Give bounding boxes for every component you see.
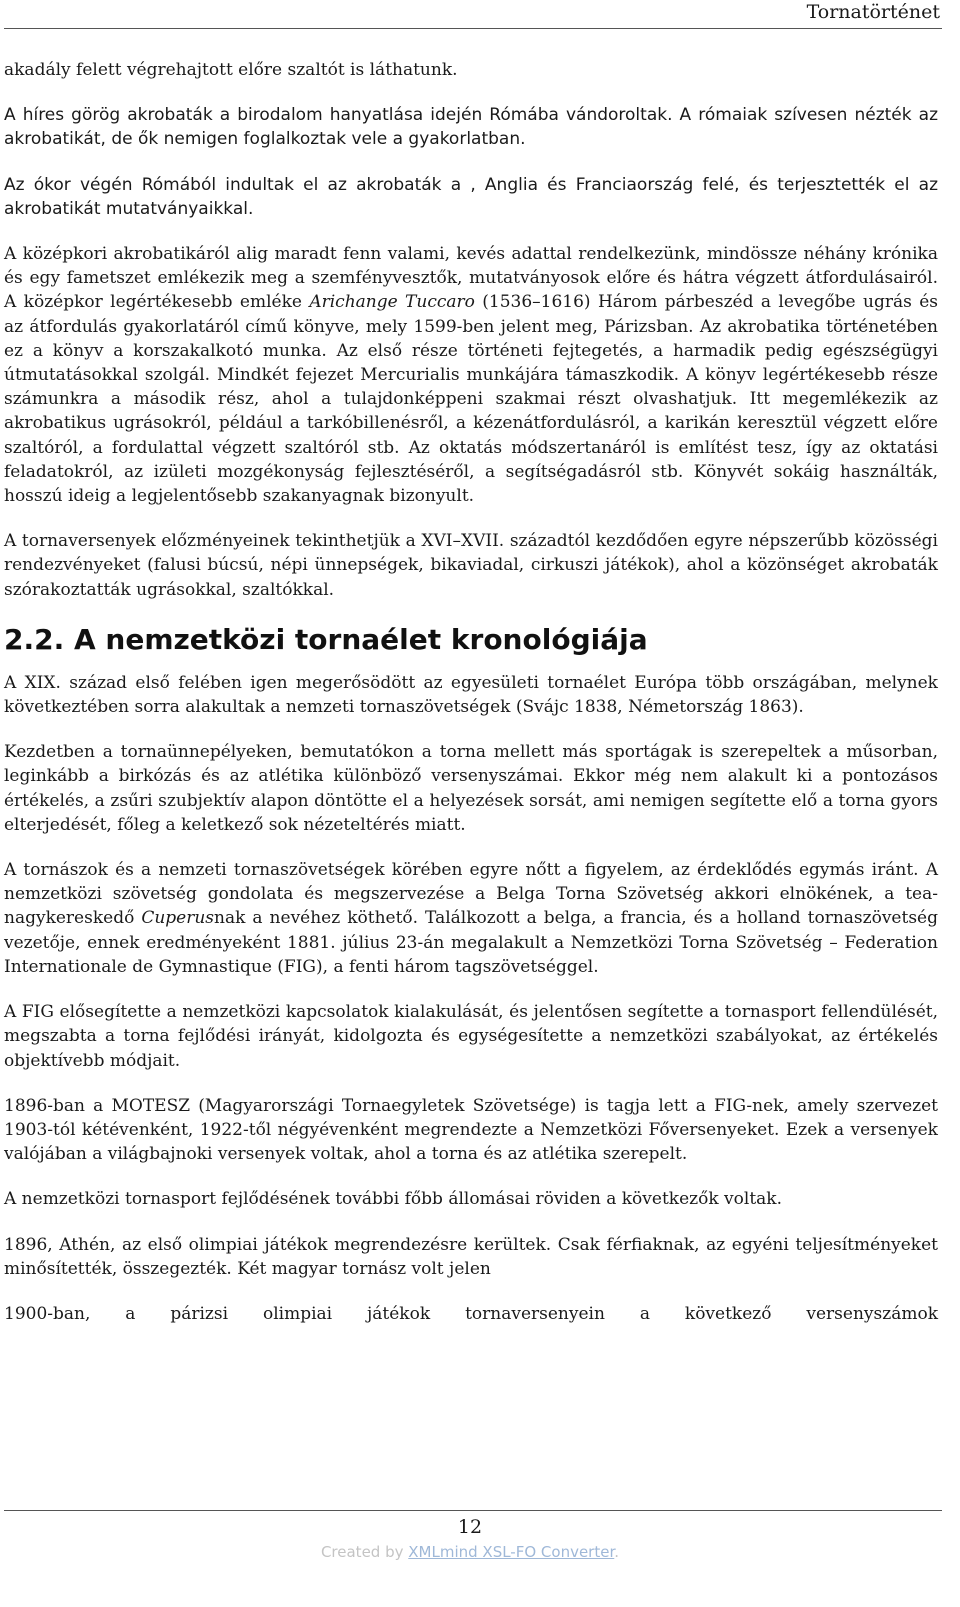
paragraph-11: A nemzetközi tornasport fejlődésének további főbb állomásai röviden a következők voltak. (4, 1189, 782, 1210)
paragraph-9: A FIG elősegítette a nemzetközi kapcsolatok kialakulását, és jelentősen segítette a tornasport fellendülését, megszabta a torna fejlődési irányát, kidolgozta és egységesítette a nemzetközi szabályokat, az értékelés objektívebb módjait. (4, 1002, 938, 1071)
footer-divider (4, 1510, 942, 1511)
author-name-tuccaro: Arichange Tuccaro (309, 292, 475, 313)
converter-link[interactable]: XMLmind XSL-FO Converter (408, 1543, 615, 1561)
section-heading: 2.2. A nemzetközi tornaélet kronológiája (4, 622, 648, 656)
paragraph-4 (4, 242, 938, 508)
paragraph-8 (4, 858, 938, 979)
paragraph-8-part-b: nak a nevéhez köthető. Találkozott a belga, a francia, és a holland tornaszövetség vezetője, ennek eredményeként 1881. július 23-án megalakult a Nemzetközi Torna Szövetség – Federation Internationale de Gymnastique (FIG), a fenti három tagszövetséggel. (4, 908, 938, 977)
paragraph-4-part-a: A középkori akrobatikáról alig maradt fenn valami, kevés adattal rendelkezünk, mindössze néhány krónika és egy fametszet emlékezik meg a szemfényvesztők, mutatványosok előre és hátra végzett átfordulásairól. (4, 244, 938, 289)
person-name-cuperus: Cuperus (141, 908, 215, 929)
running-header (4, 0, 942, 29)
paragraph-8-part-a: A tornászok és a nemzeti tornaszövetségek körében egyre nőtt a figyelem, az érdeklődés egymás iránt. A nemzetközi szövetség gondolata és megszervezése a Belga Torna Szövetség akkori elnökének, a tea-nagykereskedő (4, 860, 938, 929)
page-number: 12 (457, 1516, 483, 1538)
paragraph-10: 1896-ban a MOTESZ (Magyarországi Tornaegyletek Szövetsége) is tagja lett a FIG-nek, amely szervezet 1903-tól kétévenként, 1922-től négyévenként megrendezte a Nemzetközi Főversenyeket. Ezek a versenyek valójában a világbajnoki versenyek voltak, ahol a torna és az atlétika szerepelt. (4, 1095, 938, 1165)
paragraph-5: A tornaversenyek előzményeinek tekinthetjük a XVI–XVII. századtól kezdődően egyre népszerűbb közösségi rendezvényeket (falusi búcsú, népi ünnepségek, bikaviadal, cirkuszi játékok), ahol a közönséget akrobaták szórakoztatták ugrásokkal, szaltókkal. (4, 531, 938, 600)
paragraph-13: 1900-ban, a párizsi olimpiai játékok tornaversenyein a következő versenyszámok (4, 1303, 938, 1324)
paragraph-4-part-b: A középkor legértékesebb emléke (4, 292, 310, 313)
paragraph-4-part-c: (1536–1616) Három párbeszéd a levegőbe ugrás és az átfordulás gyakorlatáról című könyve, mely 1599-ben jelent meg, Párizsban. Az akrobatika történetében ez a könyv a korszakalkotó munka. Az első része történeti fejtegetés, a harmadik pedig egészségügyi útmutatásokkal szolgál. Mindkét fejezet Mercurialis munkájára támaszkodik. A könyv legértékesebb része számunkra a második rész, ahol a tulajdonképpeni szakmai részt olvashatjuk. Itt megemlékezik az akrobatikus ugrásokról, például a tarkóbillenésről, a kézenátfordulásról, a karikán keresztül végzett előre szaltóról, a fordulattal végzett szaltóról stb. Az oktatás módszertanáról is említést tesz, így az oktatási feladatokról, az izületi mozgékonyság fejlesztéséről, a segítségadásról stb. Könyvét sokáig használták, hosszú ideig a legjelentősebb szakanyagnak bizonyult. (4, 292, 938, 507)
paragraph-1: akadály felett végrehajtott előre szaltót is láthatunk. (4, 60, 458, 80)
paragraph-6: A XIX. század első felében igen megerősödött az egyesületi tornaélet Európa több országában, melynek következtében sorra alakultak a nemzeti tornaszövetségek (Svájc 1838, Németország 1863). (4, 672, 938, 718)
converter-credit (0, 1542, 940, 1562)
credit-suffix: . (614, 1543, 620, 1561)
credit-prefix: Created by (320, 1543, 409, 1561)
running-header-title: Tornatörténet (806, 1, 940, 23)
paragraph-7: Kezdetben a tornaünnepélyeken, bemutatókon a torna mellett más sportágak is szerepeltek a műsorban, leginkább a birkózás és az atlétika különböző versenyszámai. Ekkor még nem alakult ki a pontozásos értékelés, a zsűri szubjektív alapon döntötte el a helyezések sorsát, ami nemigen segítette elő a torna gyors elterjedését, főleg a keletkező sok nézeteltérés miatt. (4, 742, 938, 835)
paragraph-2: A híres görög akrobaták a birodalom hanyatlása idején Rómába vándoroltak. A rómaiak szívesen nézték az akrobatikát, de ők nemigen foglalkoztak vele a gyakorlatban. (4, 105, 938, 150)
paragraph-3: Az ókor végén Rómából indultak el az akrobaták a , Anglia és Franciaország felé, és terjesztették el az akrobatikát mutatványaikkal. (4, 174, 938, 219)
paragraph-12: 1896, Athén, az első olimpiai játékok megrendezésre kerültek. Csak férfiaknak, az egyéni teljesítményeket minősítették, összegezték. Két magyar tornász volt jelen (4, 1234, 938, 1279)
page-body (4, 58, 938, 1326)
